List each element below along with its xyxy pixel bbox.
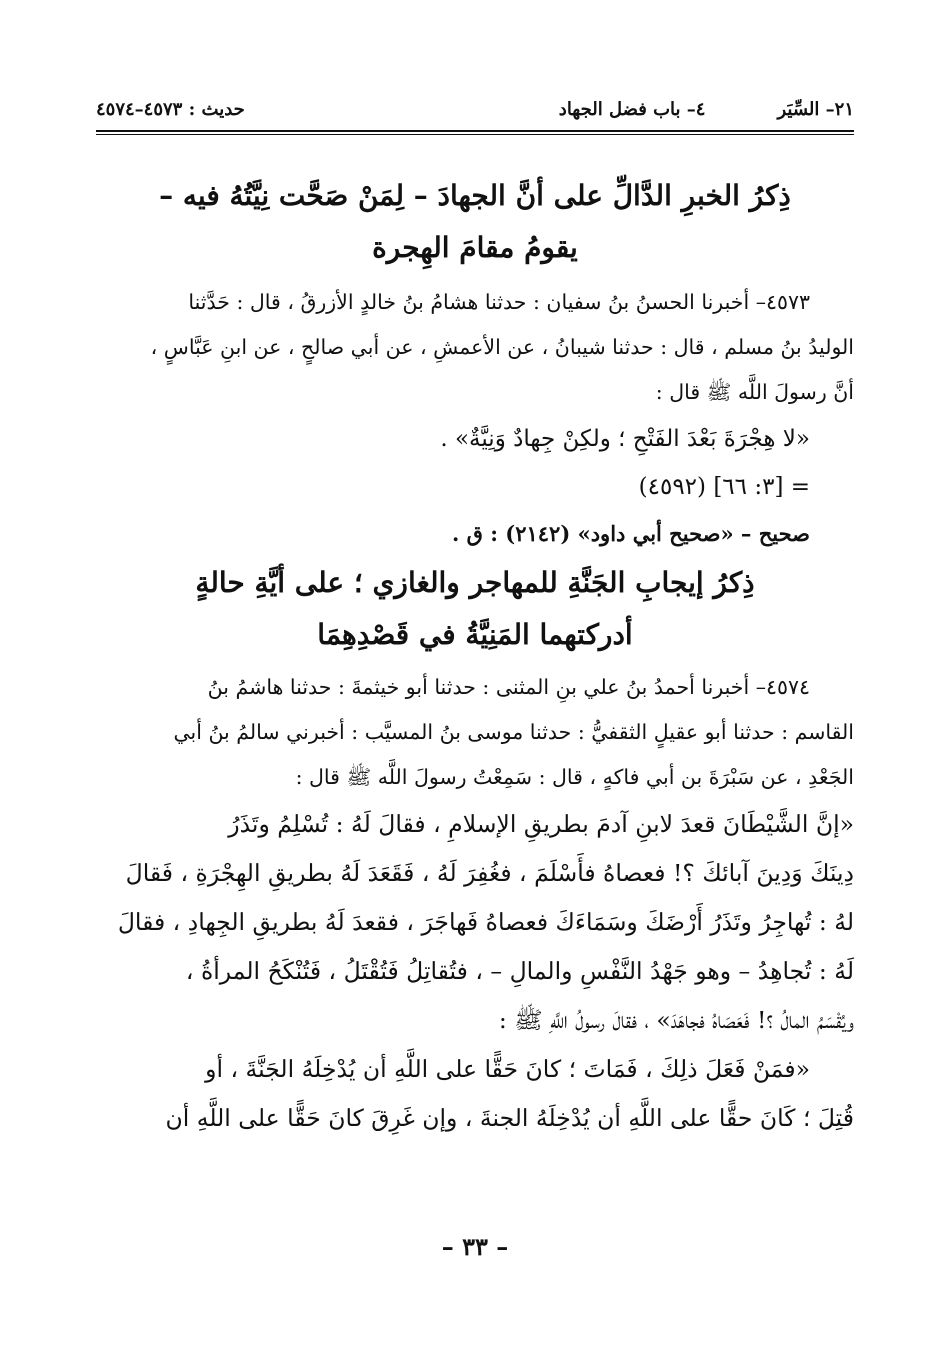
hadith-4574-matn-line-2: دِينَكَ وَدِينَ آبائكَ ؟! فعصاهُ فأَسْلَمَ ، فغُفِرَ لَهُ ، فَقَعَدَ لَهُ بطريقِ الهِجْرَةِ ، فَقالَ: [125, 859, 854, 887]
page-body: [96, 170, 854, 1143]
heading-2-line-1: ذِكرُ إيجابِ الجَنَّةِ للمهاجر والغازي ؛ على أيَّةِ حالةٍ: [195, 566, 755, 599]
page-number: – ٣٣ –: [441, 1232, 509, 1261]
header-hadith-range: حديث : ٤٥٧٣–٤٥٧٤: [96, 98, 245, 120]
header-divider: [96, 130, 854, 135]
header-section: ٤– باب فضل الجهاد: [558, 98, 706, 120]
hadith-4573-grade: صحيح – «صحيح أبي داود» (٢١٤٢) : ق .: [451, 521, 810, 546]
hadith-4573-isnad-line-1: ٤٥٧٣– أخبرنا الحسنُ بنُ سفيان : حدثنا هشامُ بنُ خالدٍ الأزرقُ ، قال : حَدَّثنا: [188, 290, 810, 314]
heading-1-line-2: يقومُ مقامَ الهِجرة: [372, 231, 578, 264]
heading-1-line-1: ذِكرُ الخبرِ الدَّالِّ على أنَّ الجهادَ – لِمَنْ صَحَّت نِيَّتُهُ فيه –: [159, 179, 791, 212]
running-header: [96, 92, 854, 126]
hadith-4574-matn2-line-2: قُتِلَ ؛ كَانَ حقًّا على اللَّهِ أن يُدْخِلَهُ الجنةَ ، وإن غَرِقَ كانَ حَقًّا على اللَّهِ أن: [165, 1104, 854, 1132]
hadith-4574-matn-line-4: لَهُ : تُجاهِدُ – وهو جَهْدُ النَّفْسِ والمالِ – ، فتُقاتِلُ فَتُقْتَلُ ، فَتُنْكَحُ المرأةُ ،: [185, 957, 854, 985]
header-right: [559, 99, 854, 120]
hadith-4573-reference: = [٣: ٦٦] (٤٥٩٢): [638, 474, 810, 500]
hadith-4574-matn-line-3: لهُ : تُهاجِرُ وتَذَرُ أَرْضَكَ وسَمَاءَكَ فعصاهُ فَهاجَرَ ، فقعدَ لَهُ بطريقِ الجِهادِ ، فقالَ: [117, 908, 854, 936]
hadith-4573-isnad-line-3: أنَّ رسولَ اللَّه ﷺ قال :: [655, 380, 854, 404]
hadith-4574-matn-line-1: «إنَّ الشَّيْطَانَ قعدَ لابنِ آدمَ بطريقِ الإسلامِ ، فقالَ لَهُ : تُسْلِمُ وتَذَرُ: [228, 810, 854, 838]
hadith-4574-isnad-line-2: القاسم : حدثنا أبو عقيلٍ الثقفيُّ : حدثنا موسى بنُ المسيَّب : أخبرني سالمُ بنُ أبي: [173, 720, 854, 744]
hadith-4574-isnad-line-3: الجَعْدِ ، عن سَبْرَةَ بن أبي فاكهٍ ، قال : سَمِعْتُ رسولَ اللَّه ﷺ قال :: [295, 765, 854, 789]
hadith-4574-matn-line-5: ويُقْسَمُ المالُ ؟! فَعَصَاهُ فجاهَدَ» ، فقالَ رسولُ اللَّهِ ﷺ :: [498, 1006, 854, 1034]
hadith-4574-matn2-line-1: «فمَنْ فَعَلَ ذلِكَ ، فَمَاتَ ؛ كانَ حَقًّا على اللَّهِ أن يُدْخِلَهُ الجَنَّةَ ، أو: [205, 1055, 810, 1083]
chapter-heading-2: [96, 557, 854, 661]
header-chapter: ٢١– السِّيَر: [777, 98, 854, 120]
hadith-4573-isnad-line-2: الوليدُ بنُ مسلم ، قال : حدثنا شيبانُ ، عن الأعمشِ ، عن أبي صالحٍ ، عن ابنِ عَبَّاسٍ ،: [150, 335, 854, 359]
hadith-4574-isnad-line-1: ٤٥٧٤– أخبرنا أحمدُ بنُ علي بنِ المثنى : حدثنا أبو خيثمةَ : حدثنا هاشمُ بنُ: [207, 675, 810, 699]
heading-2-line-2: أدركتهما المَنِيَّةُ في قَصْدِهِمَا: [317, 618, 633, 651]
hadith-4573-matn: «لا هِجْرَةَ بَعْدَ الفَتْحِ ؛ ولكِنْ جِهادٌ وَنِيَّةٌ» .: [440, 426, 810, 452]
chapter-heading-1: [96, 170, 854, 274]
